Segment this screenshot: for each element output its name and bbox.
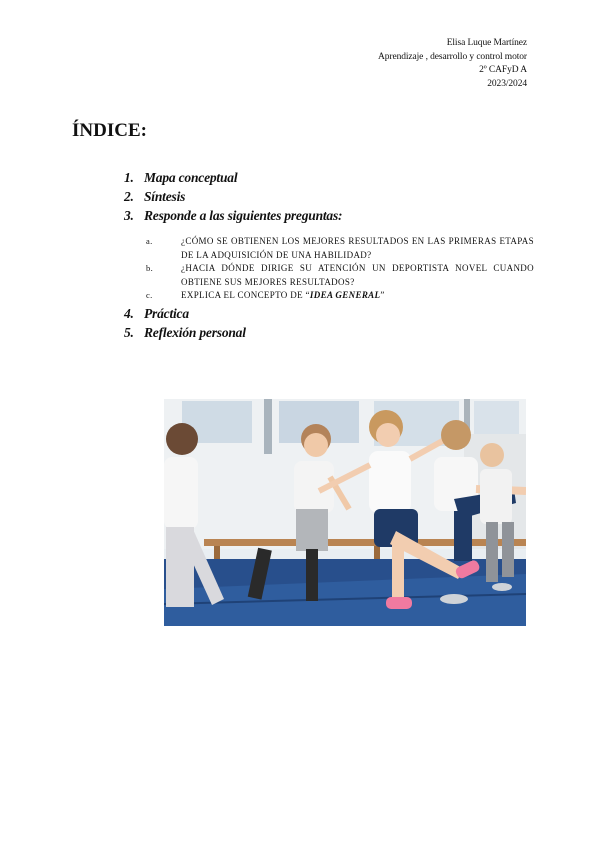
toc-label: Síntesis (144, 189, 186, 204)
question-text-suffix: ” (380, 290, 385, 300)
question-text-prefix: EXPLICA EL CONCEPTO DE “ (181, 290, 310, 300)
question-item (124, 289, 534, 303)
toc-item-synthesis (124, 187, 534, 206)
photo-illustration (164, 399, 526, 626)
children-exercise-photo (164, 399, 526, 626)
toc-number: 5. (124, 324, 134, 340)
toc-item-practice (124, 304, 534, 323)
question-letter: a. (146, 236, 153, 246)
toc-item-reflection (124, 323, 534, 342)
toc-number: 4. (124, 305, 134, 321)
toc-number: 1. (124, 170, 134, 185)
course-name: 2º CAFyD A (479, 65, 527, 75)
question-emphasis: IDEA GENERAL (309, 290, 381, 300)
question-letter: c. (146, 290, 153, 300)
document-header (378, 37, 527, 91)
table-of-contents (124, 168, 534, 342)
academic-year: 2023/2024 (487, 78, 527, 89)
toc-item-questions (124, 206, 534, 303)
toc-label: Mapa conceptual (144, 170, 238, 185)
toc-number: 3. (124, 208, 134, 223)
question-item (124, 262, 534, 289)
question-item (124, 235, 534, 262)
question-text: ¿CÓMO SE OBTIENEN LOS MEJORES RESULTADOS EN LAS PRIMERAS ETAPAS DE LA ADQUISICIÓN DE UNA HABILIDAD? (181, 236, 534, 260)
toc-label: Responde a las siguientes preguntas: (144, 208, 343, 223)
subject-name: Aprendizaje , desarrollo y control motor (377, 51, 527, 62)
toc-label: Reflexión personal (144, 324, 246, 340)
index-title: ÍNDICE: (72, 120, 147, 141)
question-list (124, 235, 534, 303)
toc-number: 2. (124, 189, 134, 204)
question-letter: b. (146, 263, 154, 273)
toc-label: Práctica (144, 305, 189, 321)
author-name: Elisa Luque Martínez (446, 38, 527, 48)
question-text: ¿HACIA DÓNDE DIRIGE SU ATENCIÓN UN DEPORTISTA NOVEL CUANDO OBTIENE SUS MEJORES RESULTADOS? (181, 263, 534, 287)
toc-item-concept-map (124, 168, 534, 187)
